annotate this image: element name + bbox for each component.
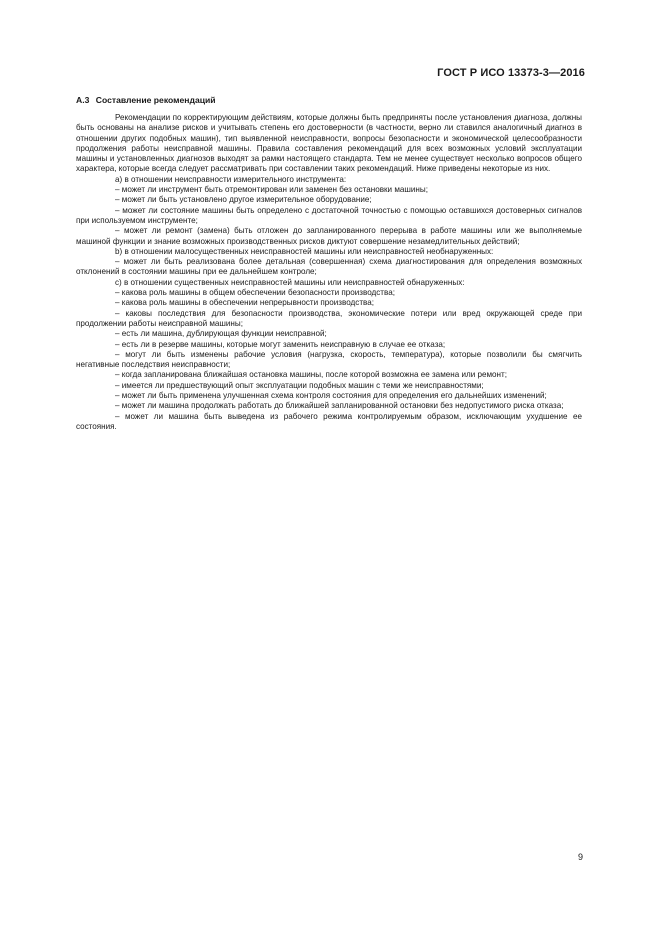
list-item: – какова роль машины в обеспечении непрерывности производства;: [115, 298, 374, 308]
page-content: [76, 95, 582, 432]
list-item: – имеется ли предшествующий опыт эксплуатации подобных машин с теми же неисправностями;: [115, 380, 484, 390]
list-item: – какова роль машины в общем обеспечении безопасности производства;: [115, 288, 395, 298]
list-item: – когда запланирована ближайшая остановка машины, после которой возможна ее замена или ремонт;: [115, 370, 507, 380]
section-title: Составление рекомендаций: [95, 95, 216, 105]
list-item: – может ли быть применена улучшенная схема контроля состояния для определения его дальнейших изменений;: [115, 391, 547, 401]
list-group-heading: а) в отношении неисправности измерительного инструмента:: [115, 174, 347, 184]
list-item: – могут ли быть изменены рабочие условия (нагрузка, скорость, температура), которые позволили бы смягчить негативные последствия неисправности;: [76, 349, 582, 370]
list-group-heading: с) в отношении существенных неисправностей машины или неисправностей обнаруженных:: [115, 277, 465, 287]
list-item: – может ли состояние машины быть определено с достаточной точностью с помощью оставшихся достоверных сигналов при используемом инструменте;: [76, 205, 582, 225]
list-item: – может ли инструмент быть отремонтирован или заменен без остановки машины;: [115, 185, 428, 195]
list-item: – может ли быть реализована более детальная (совершенная) схема диагностирования для определения возможных отклонений в состоянии машины при ее дальнейшем контроле;: [76, 257, 582, 277]
list-item: – может ли ремонт (замена) быть отложен до запланированного перерыва в работе машины или же выполняемые машиной функции и знание возможных производственных рисков диктуют совершение незамедлительных действий;: [76, 226, 582, 246]
list-item: – есть ли в резерве машины, которые могут заменить неисправную в случае ее отказа;: [115, 339, 446, 349]
document-code-header: ГОСТ Р ИСО 13373-3—2016: [437, 67, 585, 79]
list-group-heading: b) в отношении малосущественных неисправностей машины или неисправностей необнаруженных:: [115, 246, 494, 256]
list-item: – есть ли машина, дублирующая функции неисправной;: [115, 329, 327, 339]
section-number: А.3: [76, 95, 90, 105]
list-item: – может ли машина продолжать работать до ближайшей запланированной остановки без недопустимого риска отказа;: [115, 401, 564, 411]
list-item: – каковы последствия для безопасности производства, экономические потери или вред окружающей среде при продолжении работы неисправной машины;: [76, 308, 582, 328]
list-item: – может ли машина быть выведена из рабочего режима контролируемым образом, исключающим ухудшение ее состояния.: [76, 411, 582, 431]
section-heading: [76, 95, 582, 106]
section-body: [76, 113, 582, 432]
page-number: 9: [577, 852, 583, 862]
intro-paragraph: Рекомендации по корректирующим действиям, которые должны быть предприняты после установления диагноза, должны быть основаны на анализе рисков и учитывать степень его достоверности (в частности, верно ли ставился аналогичный диагноз в отношении других подобных машин), тип выявленной неисправности, вопросы безопасности и экономической целесообразности продолжения работы неисправной машины. Правила составления рекомендаций для всех возможных условий эксплуатации машины и установленных диагнозов выходят за рамки настоящего стандарта. Тем не менее существует несколько вопросов общего характера, которые всегда следует рассматривать при составлении таких рекомендаций. Ниже приведены некоторые из них.: [76, 113, 582, 174]
list-item: – может ли быть установлено другое измерительное оборудование;: [115, 195, 372, 205]
